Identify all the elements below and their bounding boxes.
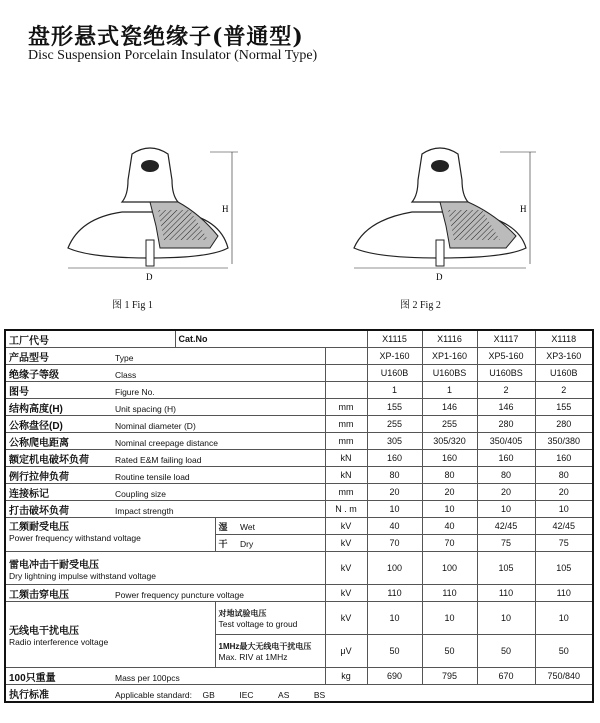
table-header-row	[5, 330, 593, 348]
table-row-lightning	[5, 552, 593, 585]
cell: 40	[422, 518, 477, 535]
table-row-radio-test	[5, 602, 593, 635]
row-zh: 额定机电破坏负荷	[9, 454, 89, 466]
cell: 350/405	[477, 433, 535, 450]
wet-unit: kV	[325, 518, 367, 535]
table-row-pf-wet	[5, 518, 593, 535]
row-unit	[325, 382, 367, 399]
row-zh: 产品型号	[9, 352, 49, 364]
cell: 255	[422, 416, 477, 433]
row-zh: 结构高度(H)	[9, 403, 63, 415]
row-unit: mm	[325, 399, 367, 416]
cell: 50	[422, 635, 477, 668]
row-zh: 打击破坏负荷	[9, 505, 69, 517]
cell: 160	[535, 450, 593, 467]
table-row-mass	[5, 668, 593, 685]
cell: 2	[477, 382, 535, 399]
dry-unit: kV	[325, 535, 367, 552]
standard-item: GB	[202, 689, 215, 700]
cell: 50	[367, 635, 422, 668]
cell: 1	[367, 382, 422, 399]
dry-en: Dry	[240, 538, 254, 549]
cell: 110	[422, 585, 477, 602]
test-unit: kV	[325, 602, 367, 635]
cell: 70	[367, 535, 422, 552]
cell: 75	[535, 535, 593, 552]
wet-en: Wet	[240, 521, 255, 532]
cell: XP3-160	[535, 348, 593, 365]
cell: 160	[477, 450, 535, 467]
table-row-puncture	[5, 585, 593, 602]
row-en: Type	[115, 352, 134, 363]
riv-en: Max. RIV at 1MHz	[218, 651, 288, 662]
riv-zh: 1MHz最大无线电干扰电压	[218, 641, 312, 651]
row-en: Unit spacing (H)	[115, 403, 176, 414]
lightning-unit: kV	[325, 552, 367, 585]
cell: 42/45	[535, 518, 593, 535]
cell: 75	[477, 535, 535, 552]
spec-table	[4, 329, 594, 703]
cell: U160B	[535, 365, 593, 382]
cell: 255	[367, 416, 422, 433]
standard-item: AS	[278, 689, 290, 700]
cell: 100	[367, 552, 422, 585]
standard-zh: 执行标准	[9, 689, 49, 701]
cell: 160	[422, 450, 477, 467]
table-row-standard	[5, 685, 593, 703]
cell: 70	[422, 535, 477, 552]
header-zh: 工厂代号	[9, 335, 49, 347]
row-zh: 例行拉伸负荷	[9, 471, 69, 483]
radio-en: Radio interference voltage	[9, 637, 109, 647]
table-row	[5, 450, 593, 467]
cell: 40	[367, 518, 422, 535]
row-en: Class	[115, 369, 137, 380]
table-row	[5, 416, 593, 433]
fig2-h-label: H	[520, 204, 527, 214]
row-unit: mm	[325, 433, 367, 450]
cell: 20	[535, 484, 593, 501]
wet-zh: 湿	[218, 521, 228, 532]
cell: 10	[477, 501, 535, 518]
mass-en: Mass per 100pcs	[115, 672, 180, 683]
puncture-zh: 工频击穿电压	[9, 589, 69, 601]
cell: XP1-160	[422, 348, 477, 365]
mass-unit: kg	[325, 668, 367, 685]
standard-item: IEC	[239, 689, 254, 700]
cell: U160B	[367, 365, 422, 382]
table-row	[5, 382, 593, 399]
cell: 146	[477, 399, 535, 416]
row-unit: mm	[325, 484, 367, 501]
header-col: X1115	[367, 330, 422, 348]
puncture-unit: kV	[325, 585, 367, 602]
table-row	[5, 399, 593, 416]
header-col: X1116	[422, 330, 477, 348]
cell: 750/840	[535, 668, 593, 685]
cell: 110	[367, 585, 422, 602]
cell: 80	[367, 467, 422, 484]
cell: 110	[477, 585, 535, 602]
dry-zh: 干	[218, 538, 228, 549]
cell: U160BS	[422, 365, 477, 382]
table-row	[5, 484, 593, 501]
test-zh: 对地试验电压	[218, 608, 267, 618]
fig1-d-label: D	[146, 272, 153, 282]
cell: XP-160	[367, 348, 422, 365]
row-unit: N . m	[325, 501, 367, 518]
row-zh: 公称盘径(D)	[9, 420, 63, 432]
fig1-h-label: H	[222, 204, 229, 214]
table-row	[5, 467, 593, 484]
row-zh: 连接标记	[9, 488, 49, 500]
fig1-insulator-drawing	[60, 140, 240, 290]
header-col: X1117	[477, 330, 535, 348]
cell: 10	[477, 602, 535, 635]
cell: 10	[535, 602, 593, 635]
cell: 20	[367, 484, 422, 501]
fig2-d-label: D	[436, 272, 443, 282]
simple-rows	[5, 348, 593, 518]
cell: 2	[535, 382, 593, 399]
row-en: Rated E&M failing load	[115, 454, 202, 465]
table-row	[5, 365, 593, 382]
test-en: Test voltage to groud	[218, 618, 298, 629]
lightning-zh: 雷电冲击干耐受电压	[9, 559, 99, 571]
fig1-caption: 图 1 Fig 1	[112, 300, 153, 311]
row-zh: 公称爬电距离	[9, 437, 69, 449]
page-title-chinese: 盘形悬式瓷绝缘子(普通型)	[28, 24, 304, 50]
row-unit: kN	[325, 450, 367, 467]
pf-en: Power frequency withstand voltage	[9, 533, 141, 543]
row-en: Figure No.	[115, 386, 155, 397]
puncture-en: Power frequency puncture voltage	[115, 589, 244, 600]
cell: 146	[422, 399, 477, 416]
cell: 110	[535, 585, 593, 602]
fig2-caption: 图 2 Fig 2	[400, 300, 441, 311]
cell: 280	[477, 416, 535, 433]
cell: 350/380	[535, 433, 593, 450]
cell: 155	[367, 399, 422, 416]
cell: 42/45	[477, 518, 535, 535]
cell: XP5-160	[477, 348, 535, 365]
row-unit	[325, 365, 367, 382]
riv-unit: μV	[325, 635, 367, 668]
row-en: Coupling size	[115, 488, 167, 499]
cell: 80	[535, 467, 593, 484]
row-unit	[325, 348, 367, 365]
row-en: Nominal diameter (D)	[115, 420, 196, 431]
row-unit: kN	[325, 467, 367, 484]
cell: 670	[477, 668, 535, 685]
cell: 690	[367, 668, 422, 685]
row-en: Nominal creepage distance	[115, 437, 219, 448]
header-col: X1118	[535, 330, 593, 348]
cell: 160	[367, 450, 422, 467]
cell: 10	[367, 501, 422, 518]
mass-zh: 100只重量	[9, 672, 56, 684]
cell: 280	[535, 416, 593, 433]
table-row	[5, 501, 593, 518]
cell: 10	[422, 501, 477, 518]
page-title-english: Disc Suspension Porcelain Insulator (Normal Type)	[28, 48, 318, 63]
cell: 305	[367, 433, 422, 450]
table-row	[5, 433, 593, 450]
cell: 50	[477, 635, 535, 668]
row-en: Impact strength	[115, 505, 174, 516]
cell: U160BS	[477, 365, 535, 382]
cell: 10	[367, 602, 422, 635]
cell: 155	[535, 399, 593, 416]
lightning-en: Dry lightning impulse withstand voltage	[9, 570, 156, 581]
standard-en: Applicable standard:	[115, 689, 193, 700]
cell: 105	[535, 552, 593, 585]
standard-item: BS	[313, 689, 326, 700]
fig2-insulator-drawing	[350, 140, 540, 290]
cell: 20	[422, 484, 477, 501]
cell: 80	[477, 467, 535, 484]
cell: 795	[422, 668, 477, 685]
radio-zh: 无线电干扰电压	[9, 626, 79, 637]
cell: 105	[477, 552, 535, 585]
cell: 100	[422, 552, 477, 585]
cell: 1	[422, 382, 477, 399]
cell: 305/320	[422, 433, 477, 450]
row-zh: 绝缘子等级	[9, 369, 59, 381]
cell: 80	[422, 467, 477, 484]
table-row	[5, 348, 593, 365]
cell: 10	[535, 501, 593, 518]
pf-zh: 工频耐受电压	[9, 522, 69, 533]
row-en: Routine tensile load	[115, 471, 190, 482]
row-zh: 图号	[9, 386, 29, 398]
cell: 50	[535, 635, 593, 668]
header-en: Cat.No	[175, 330, 367, 348]
cell: 10	[422, 602, 477, 635]
row-unit: mm	[325, 416, 367, 433]
cell: 20	[477, 484, 535, 501]
